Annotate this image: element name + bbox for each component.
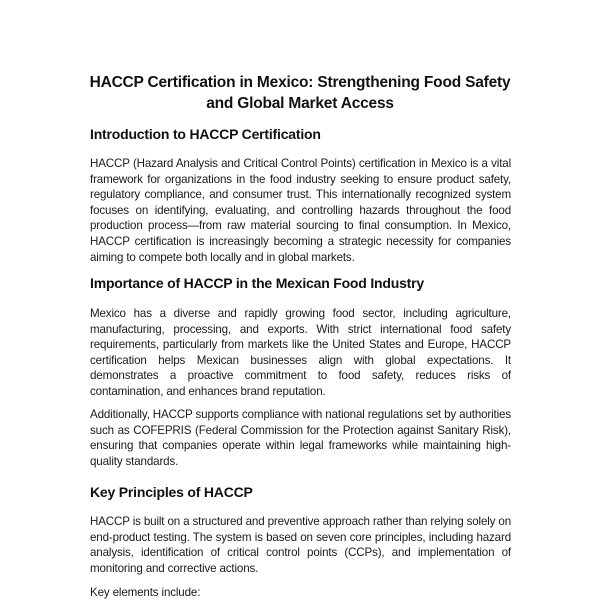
paragraph-importance-2: Additionally, HACCP supports compliance with national regulations set by authorities such as COFEPRIS (Federal Commission for the Protection against Sanitary Risk), ensuring that companies operate within legal frameworks while maintaining high-quality standards. — [90, 408, 511, 468]
paragraph-key-principles: HACCP is built on a structured and preventive approach rather than relying solely on end-product testing. The system is based on seven core principles, including hazard analysis, identification of critical control points (CCPs), and implementation of monitoring and corrective actions. — [90, 515, 511, 575]
document-title: HACCP Certification in Mexico: Strengthening Food Safety and Global Market Access — [89, 74, 511, 112]
section-heading-key-principles: Key Principles of HACCP — [90, 484, 253, 500]
section-heading-importance: Importance of HACCP in the Mexican Food Industry — [90, 275, 424, 291]
paragraph-importance-1: Mexico has a diverse and rapidly growing food sector, including agriculture, manufacturing, processing, and exports. With strict international food safety requirements, particularly from markets like the United States and Europe, HACCP certification helps Mexican businesses align with global expectations. It demonstrates a proactive commitment to food safety, reduces risks of contamination, and enhances brand reputation. — [90, 307, 511, 398]
paragraph-key-elements-intro: Key elements include: — [90, 586, 201, 599]
section-heading-introduction: Introduction to HACCP Certification — [90, 126, 321, 142]
paragraph-introduction: HACCP (Hazard Analysis and Critical Control Points) certification in Mexico is a vital framework for organizations in the food industry seeking to ensure product safety, regulatory compliance, and consumer trust. This internationally recognized system focuses on identifying, evaluating, and controlling hazards throughout the food production process—from raw material sourcing to final consumption. In Mexico, HACCP certification is increasingly becoming a strategic necessity for companies aiming to compete both locally and in global markets. — [90, 157, 511, 264]
